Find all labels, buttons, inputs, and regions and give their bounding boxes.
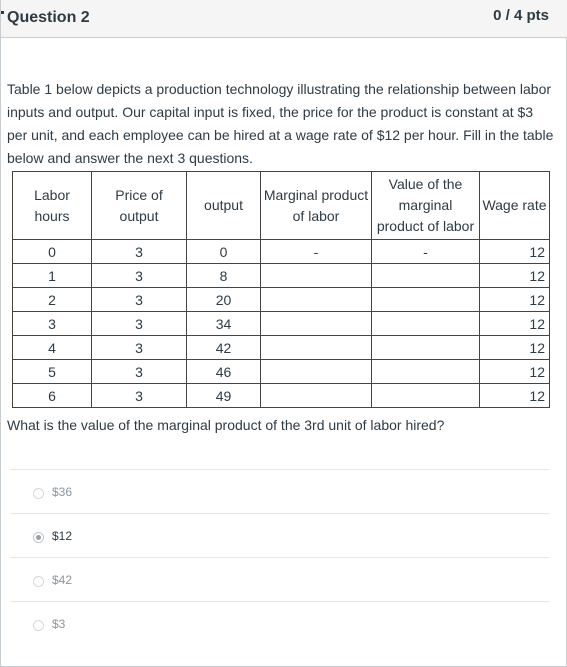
cell-wage-rate: 12 xyxy=(480,336,550,360)
cell-labor-hours: 4 xyxy=(13,336,92,360)
header-wage-rate: Wage rate xyxy=(480,172,550,240)
question-points: 0 / 4 pts xyxy=(493,7,549,24)
cell-wage-rate: 12 xyxy=(480,312,550,336)
cell-wage-rate: 12 xyxy=(480,264,550,288)
table-body xyxy=(13,240,550,408)
cell-wage-rate: 12 xyxy=(480,384,550,408)
answer-option[interactable] xyxy=(10,469,549,513)
answer-option[interactable] xyxy=(10,557,549,601)
cell-price: 3 xyxy=(92,264,187,288)
cell-value-marginal-product xyxy=(372,288,480,312)
cell-price: 3 xyxy=(92,360,187,384)
header-price-of-output xyxy=(92,172,187,240)
cell-wage-rate: 12 xyxy=(480,360,550,384)
cell-output: 49 xyxy=(187,384,261,408)
question-title: Question 2 xyxy=(7,9,90,26)
table-header-row xyxy=(13,172,550,240)
cell-output: 46 xyxy=(187,360,261,384)
table-row xyxy=(13,312,550,336)
header-value-marginal-product: Value of the marginal product of labor xyxy=(372,172,480,240)
cell-value-marginal-product xyxy=(372,312,480,336)
cell-value-marginal-product xyxy=(372,384,480,408)
answer-radio-button[interactable] xyxy=(33,576,44,587)
cell-output: 34 xyxy=(187,312,261,336)
cell-marginal-product xyxy=(261,336,372,360)
cell-marginal-product xyxy=(261,384,372,408)
header-output: output xyxy=(187,172,261,240)
cell-labor-hours: 1 xyxy=(13,264,92,288)
cell-value-marginal-product xyxy=(372,360,480,384)
cell-marginal-product xyxy=(261,312,372,336)
cell-labor-hours: 3 xyxy=(13,312,92,336)
table-row xyxy=(13,360,550,384)
answer-label[interactable]: $42 xyxy=(52,573,73,587)
header-labor-hours: Labor hours xyxy=(13,172,92,240)
cell-value-marginal-product xyxy=(372,336,480,360)
cell-wage-rate: 12 xyxy=(480,288,550,312)
answer-label[interactable]: $36 xyxy=(52,485,73,499)
cell-marginal-product xyxy=(261,264,372,288)
cell-output: 8 xyxy=(187,264,261,288)
cell-output: 20 xyxy=(187,288,261,312)
answer-list xyxy=(10,469,549,645)
answer-option[interactable] xyxy=(10,601,549,645)
cell-value-marginal-product: - xyxy=(372,240,480,264)
header-marginal-product: Marginal product of labor xyxy=(261,172,372,240)
production-table xyxy=(12,171,550,408)
cell-output: 0 xyxy=(187,240,261,264)
answer-option[interactable] xyxy=(10,513,549,557)
question-flag-marker xyxy=(1,11,4,14)
table-row xyxy=(13,288,550,312)
cell-labor-hours: 5 xyxy=(13,360,92,384)
answer-label[interactable]: $12 xyxy=(52,529,73,543)
answer-radio-button[interactable] xyxy=(33,620,44,631)
answer-label[interactable]: $3 xyxy=(52,617,66,631)
cell-price: 3 xyxy=(92,288,187,312)
cell-price: 3 xyxy=(92,336,187,360)
cell-labor-hours: 2 xyxy=(13,288,92,312)
table-row xyxy=(13,336,550,360)
production-table-wrapper xyxy=(12,171,550,408)
question-body-text: Table 1 below depicts a production technology illustrating the relationship between labor inputs and output. Our capital input is fixed, the price for the product is constant at $3 per unit, and each employee can be hired at a wage rate of $12 per hour. Fill in the table below and answer the next 3 questions. xyxy=(7,81,554,166)
question-header xyxy=(1,0,567,38)
table-row xyxy=(13,240,550,264)
cell-marginal-product xyxy=(261,360,372,384)
answer-radio-button[interactable] xyxy=(33,532,44,543)
cell-price: 3 xyxy=(92,240,187,264)
cell-labor-hours: 6 xyxy=(13,384,92,408)
cell-wage-rate: 12 xyxy=(480,240,550,264)
cell-marginal-product: - xyxy=(261,240,372,264)
answer-radio-button[interactable] xyxy=(33,488,44,499)
cell-value-marginal-product xyxy=(372,264,480,288)
table-row xyxy=(13,264,550,288)
cell-output: 42 xyxy=(187,336,261,360)
header-price-of-output-text: Price of output xyxy=(115,186,163,224)
cell-price: 3 xyxy=(92,312,187,336)
cell-marginal-product xyxy=(261,288,372,312)
table-row xyxy=(13,384,550,408)
cell-labor-hours: 0 xyxy=(13,240,92,264)
cell-price: 3 xyxy=(92,384,187,408)
question-prompt: What is the value of the marginal product of the 3rd unit of labor hired? xyxy=(7,417,445,433)
